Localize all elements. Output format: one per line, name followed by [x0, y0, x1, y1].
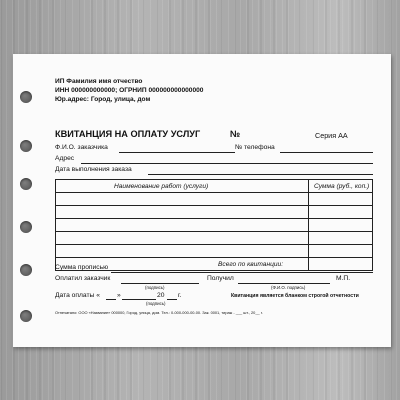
receiver-signature-field[interactable] [238, 283, 330, 284]
binder-hole [20, 140, 32, 152]
payment-signature-hint: (подпись) [146, 301, 166, 306]
customer-name-label: Ф.И.О. заказчика [55, 144, 108, 151]
customer-name-field[interactable] [119, 152, 235, 153]
issuer-name: ИП Фамилия имя отчество [55, 78, 143, 85]
address-label: Адрес [55, 155, 75, 162]
amount-in-words-label: Сумма прописью [55, 264, 109, 271]
table-row[interactable] [56, 257, 372, 258]
column-header-sum: Сумма (руб., коп.) [314, 183, 370, 190]
strict-reporting-note: Квитанция является бланком строгой отчетности [231, 293, 359, 299]
binder-hole [20, 178, 32, 190]
issuer-tax-ids: ИНН 000000000000; ОГРНИП 000000000000000 [55, 87, 204, 94]
table-row[interactable] [56, 218, 372, 219]
payment-day-field[interactable] [106, 299, 116, 300]
phone-field[interactable] [280, 152, 373, 153]
table-row[interactable] [56, 205, 372, 206]
customer-signature-field[interactable] [121, 283, 199, 284]
table-row[interactable] [56, 231, 372, 232]
form-title: КВИТАНЦИЯ НА ОПЛАТУ УСЛУГ [55, 129, 201, 139]
payment-date-quote: » [117, 292, 121, 299]
phone-label: № телефона [235, 144, 275, 151]
binder-hole [20, 91, 32, 103]
amount-in-words-field[interactable] [111, 272, 373, 273]
series-label: Серия АА [315, 131, 348, 140]
binder-hole [20, 264, 32, 276]
binder-hole [20, 310, 32, 322]
payment-year-prefix: 20 [157, 292, 165, 299]
address-field[interactable] [81, 163, 373, 164]
services-table [55, 179, 373, 271]
issuer-address: Юр.адрес: Город, улица, дом [55, 96, 151, 103]
printer-footer: Отпечатано: ООО «Название» 000000, Город, улица, дом. Тел.: 0-000-000-00-00. Зак. 0001, тираж - ___ шт., 20__ г. [55, 310, 263, 315]
paid-by-customer-label: Оплатил заказчик [55, 275, 111, 282]
binder-hole [20, 221, 32, 233]
table-row[interactable] [56, 192, 372, 193]
signature-hint: (подпись) [145, 285, 165, 290]
table-row[interactable] [56, 244, 372, 245]
completion-date-field[interactable] [148, 174, 373, 175]
column-header-work: Наименование работ (услуги) [114, 183, 209, 190]
total-label: Всего по квитанции: [218, 261, 284, 268]
receipt-form-sheet [13, 54, 391, 347]
completion-date-label: Дата выполнения заказа [55, 166, 132, 173]
payment-year-suffix: г. [178, 292, 182, 299]
payment-date-label: Дата оплаты « [55, 292, 100, 299]
payment-month-field[interactable] [122, 299, 156, 300]
received-by-label: Получил [207, 275, 234, 282]
fio-signature-hint: (Ф.И.О. подпись) [271, 285, 306, 290]
payment-year-field[interactable] [167, 299, 177, 300]
stamp-label: М.П. [336, 275, 351, 282]
number-sign: № [230, 129, 241, 139]
